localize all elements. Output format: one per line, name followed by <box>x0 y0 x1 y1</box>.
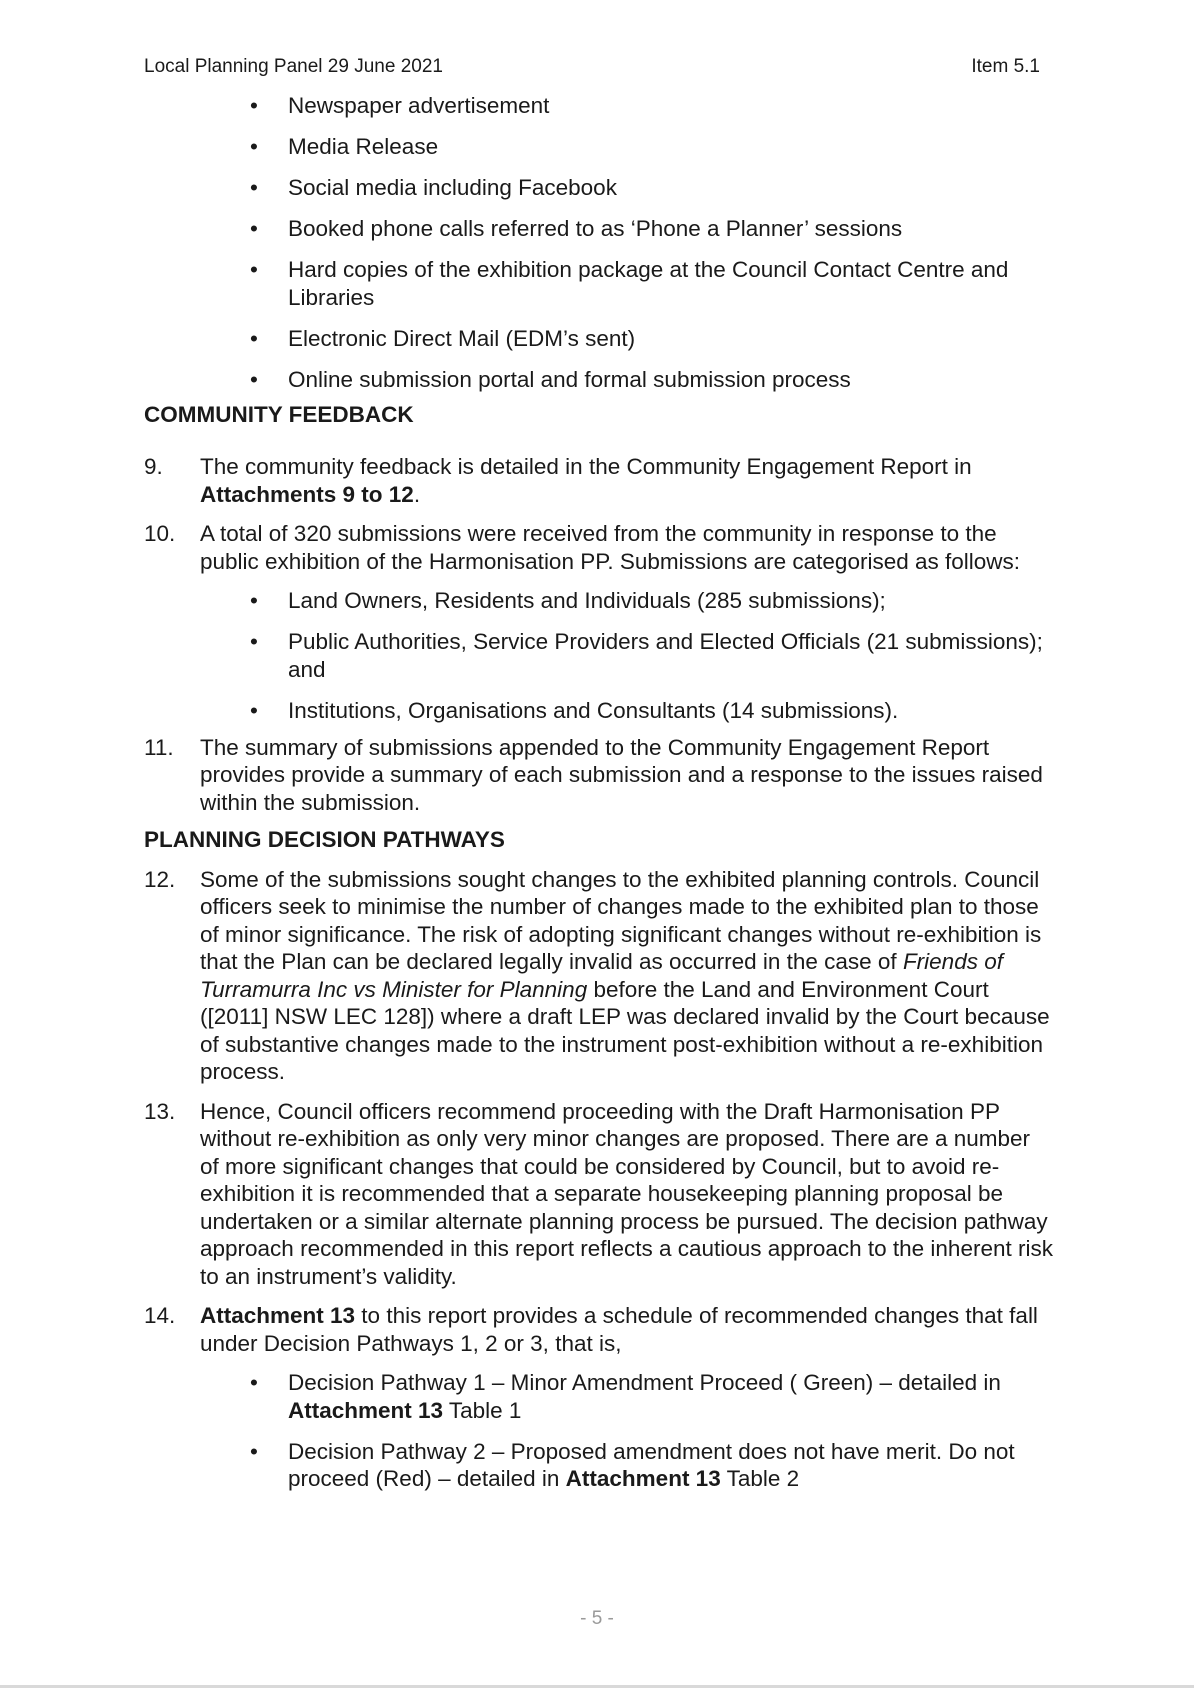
paragraph-9 <box>144 453 1054 508</box>
header-meeting-title: Local Planning Panel 29 June 2021 <box>144 56 443 77</box>
paragraph-10 <box>144 520 1054 575</box>
list-item: • Institutions, Organisations and Consultants (14 submissions). <box>144 697 1054 725</box>
attachment-reference: Attachment 13 <box>288 1397 444 1423</box>
list-item: • Land Owners, Residents and Individuals (285 submissions); <box>144 587 1054 615</box>
list-item: • Hard copies of the exhibition package at the Council Contact Centre and Libraries <box>144 256 1054 311</box>
paragraph-text: The community feedback is detailed in the Community Engagement Report in <box>200 454 972 479</box>
section-heading-community-feedback: COMMUNITY FEEDBACK <box>144 401 414 427</box>
pathway-table: Table 2 <box>720 1466 800 1491</box>
attachment-reference: Attachment 13 <box>565 1466 721 1491</box>
section-heading-planning-decision-pathways: PLANNING DECISION PATHWAYS <box>144 827 505 852</box>
attachment-reference: Attachments 9 to 12 <box>200 481 414 507</box>
paragraph-number: 11. <box>144 734 174 760</box>
list-item: • Social media including Facebook <box>144 174 1054 202</box>
paragraph-11 <box>144 734 1054 817</box>
pathway-text: Decision Pathway 2 – Proposed amendment does not have merit. Do not proceed (Red) – detailed in <box>288 1438 1015 1491</box>
list-item-pathway-2 <box>144 1438 1054 1493</box>
page-header <box>144 56 1040 78</box>
pathway-text: Decision Pathway 1 – Minor Amendment Proceed ( Green) – detailed in <box>288 1370 1001 1395</box>
pathway-table: Table 1 <box>443 1397 522 1423</box>
document-body <box>144 92 1054 1506</box>
list-item: • Electronic Direct Mail (EDM’s sent) <box>144 325 1054 353</box>
paragraph-end: . <box>413 481 421 507</box>
paragraph-text: to this report provides a schedule of recommended changes that fall under Decision Pathways 1, 2 or 3, that is, <box>200 1303 1038 1356</box>
case-name: Friends of Turramurra Inc vs Minister for Planning <box>200 949 1003 1002</box>
paragraph-14 <box>144 1302 1054 1357</box>
paragraph-number: 14. <box>144 1303 176 1328</box>
paragraph-text: A total of 320 submissions were received from the community in response to the public exhibition of the Harmonisation PP. Submissions are categorised as follows: <box>200 521 1021 574</box>
paragraph-number: 10. <box>144 521 176 546</box>
paragraph-number: 12. <box>144 866 176 892</box>
paragraph-number: 13. <box>144 1098 176 1124</box>
paragraph-text: Some of the submissions sought changes to the exhibited planning controls. Council officers seek to minimise the number of changes made to the exhibited plan to those of minor significance. The risk of adopting significant changes without re-exhibition is that the Plan can be declared legally invalid as occurred in the case of <box>200 866 1042 974</box>
paragraph-text-continued: before the Land and Environment Court ([2011] NSW LEC 128]) where a draft LEP was declared invalid by the Court because of substantive changes made to the instrument post-exhibition without a re-exhibition process. <box>200 976 1050 1084</box>
paragraph-13 <box>144 1098 1054 1291</box>
list-item-pathway-1 <box>144 1369 1054 1424</box>
decision-pathways-list <box>144 1369 1054 1493</box>
paragraph-text: Hence, Council officers recommend proceeding with the Draft Harmonisation PP without re-exhibition as only very minor changes are proposed. There are a number of more significant changes that could be considered by Council, but to avoid re-exhibition it is recommended that a separate housekeeping planning proposal be undertaken or a similar alternate planning process be pursued. The decision pathway approach recommended in this report reflects a cautious approach to the inherent risk to an instrument’s validity. <box>200 1098 1053 1289</box>
attachment-reference: Attachment 13 <box>200 1303 356 1328</box>
list-item: • Online submission portal and formal submission process <box>144 366 1054 394</box>
paragraph-12 <box>144 866 1054 1086</box>
list-item: • Media Release <box>144 133 1054 161</box>
submission-categories-list <box>144 587 1054 724</box>
list-item: • Public Authorities, Service Providers and Elected Officials (21 submissions); and <box>144 628 1054 683</box>
list-item: • Newspaper advertisement <box>144 92 1054 120</box>
page-number: - 5 - <box>580 1608 614 1629</box>
paragraph-text: The summary of submissions appended to the Community Engagement Report provides provide a summary of each submission and a response to the issues raised within the submission. <box>200 734 1043 815</box>
list-item: • Booked phone calls referred to as ‘Phone a Planner’ sessions <box>144 215 1054 243</box>
header-item-number: Item 5.1 <box>971 56 1040 77</box>
paragraph-number: 9. <box>144 454 163 479</box>
engagement-methods-list <box>144 92 1054 393</box>
